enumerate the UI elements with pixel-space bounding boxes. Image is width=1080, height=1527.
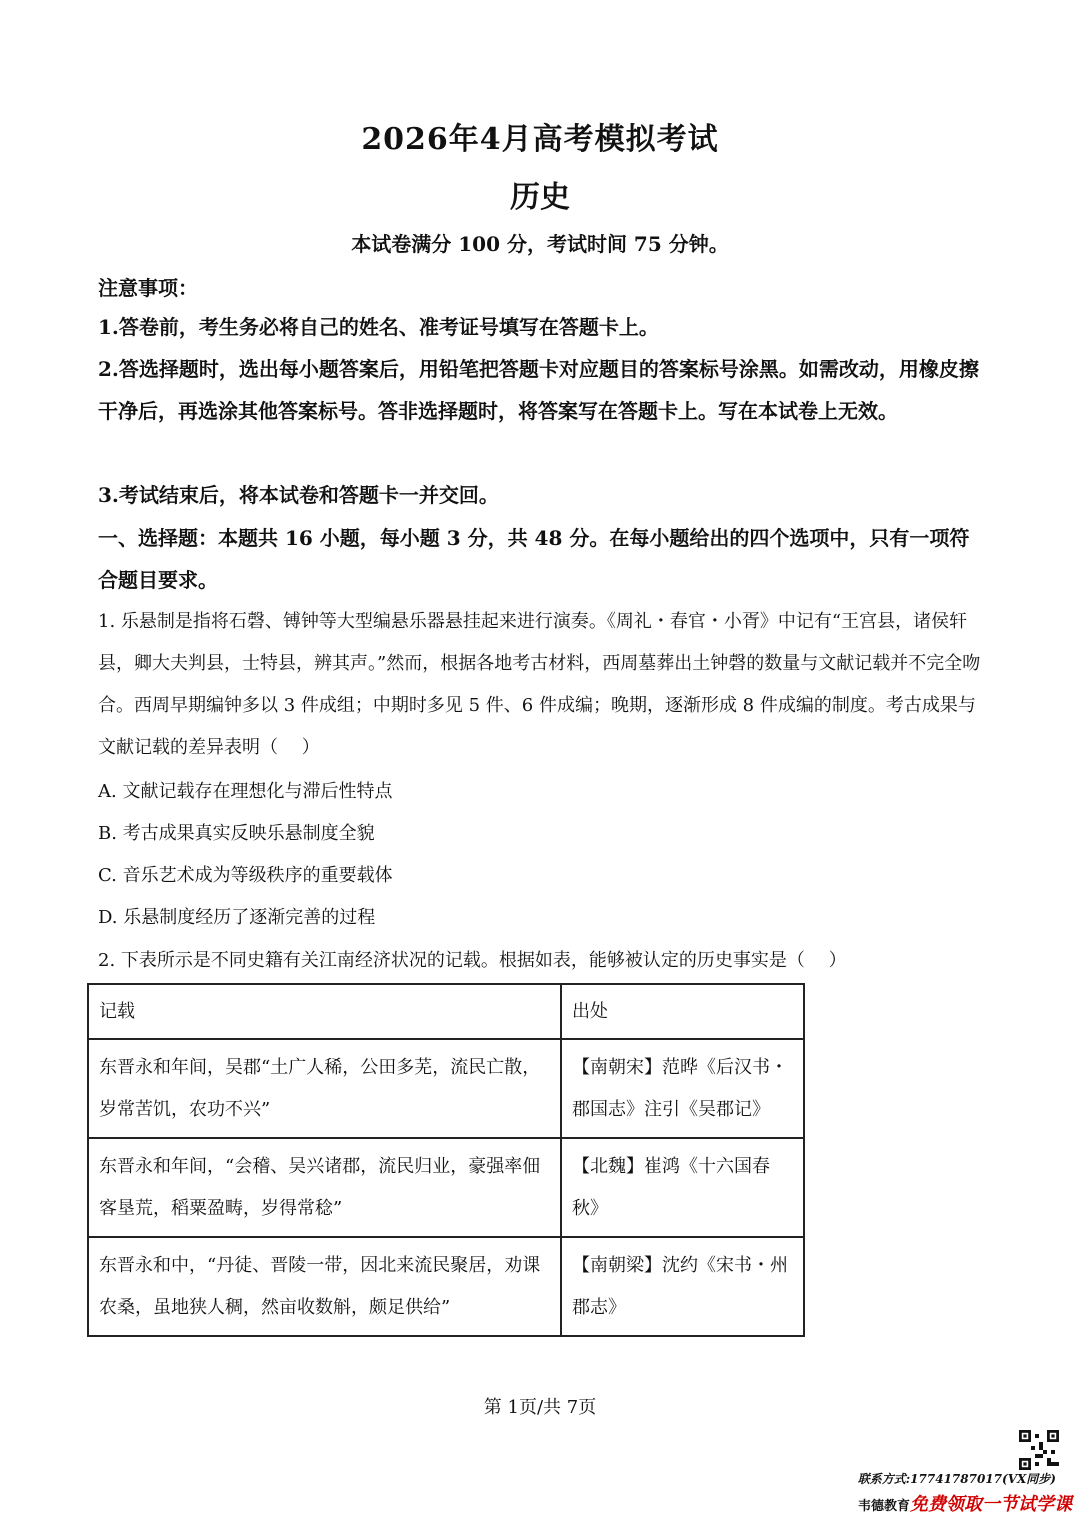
question-1-option-d: D. 乐悬制度经历了逐渐完善的过程 xyxy=(98,907,376,928)
promo-banner xyxy=(858,1490,1072,1516)
table-cell: 东晋永和年间，“会稽、吴兴诸郡，流民归业，豪强率佃客垦荒，稻粟盈畴，岁得常稔” xyxy=(88,1138,561,1237)
notice-heading: 注意事项： xyxy=(98,276,198,300)
table-cell: 东晋永和年间，吴郡“土广人稀，公田多芜，流民亡散，岁常苦饥，农功不兴” xyxy=(88,1039,561,1138)
subject-title: 历史 xyxy=(510,180,570,215)
table-header-row xyxy=(88,984,804,1039)
table-row xyxy=(88,1138,804,1237)
notice-item: 1.答卷前，考生务必将自己的姓名、准考证号填写在答题卡上。 xyxy=(98,315,659,339)
records-table xyxy=(87,983,805,1337)
table-cell: 东晋永和中，“丹徒、晋陵一带，因北来流民聚居，劝课农桑，虽地狭人稠，然亩收数斛，颇足供给” xyxy=(88,1237,561,1336)
promo-highlight: 免费领取一节试学课 xyxy=(910,1494,1072,1515)
table-header-cell: 出处 xyxy=(561,984,804,1039)
contact-info: 联系方式:17741787017(VX同步) xyxy=(857,1472,1056,1486)
question-2-stem: 2. 下表所示是不同史籍有关江南经济状况的记载。根据如表，能够被认定的历史事实是（ ） xyxy=(98,950,847,971)
question-1-option-a: A. 文献记载存在理想化与滞后性特点 xyxy=(98,781,393,802)
notice-item: 3.考试结束后，将本试卷和答题卡一并交回。 xyxy=(98,483,499,507)
question-1-option-b: B. 考古成果真实反映乐悬制度全貌 xyxy=(98,823,375,844)
promo-prefix: 韦德教育 xyxy=(857,1499,910,1514)
table-row xyxy=(88,1237,804,1336)
score-line: 本试卷满分 100 分，考试时间 75 分钟。 xyxy=(351,232,729,256)
qr-code-icon xyxy=(1019,1430,1059,1470)
table-header-cell: 记载 xyxy=(88,984,561,1039)
question-1-option-c: C. 音乐艺术成为等级秩序的重要载体 xyxy=(98,865,393,886)
table-cell: 【南朝宋】范晔《后汉书・郡国志》注引《吴郡记》 xyxy=(561,1039,804,1138)
table-cell: 【北魏】崔鸿《十六国春秋》 xyxy=(561,1138,804,1237)
question-1-stem: 1. 乐悬制是指将石磬、镈钟等大型编悬乐器悬挂起来进行演奏。《周礼・春官・小胥》中记有“王宫县，诸侯轩县，卿大夫判县，士特县，辨其声。”然而，根据各地考古材料，西周墓葬出土钟磬的数量与文献记载并不完全吻合。西周早期编钟多以 3 件成组；中期时多见 5 件、6 件成编；晚期，逐渐形成 8 件成编的制度。考古成果与文献记载的差异表明（ ） xyxy=(98,611,981,758)
exam-title: 2026年4月高考模拟考试 xyxy=(361,122,719,157)
table-cell: 【南朝梁】沈约《宋书・州郡志》 xyxy=(561,1237,804,1336)
notice-item: 2.答选择题时，选出每小题答案后，用铅笔把答题卡对应题目的答案标号涂黑。如需改动，用橡皮擦干净后，再选涂其他答案标号。答非选择题时，将答案写在答题卡上。写在本试卷上无效。 xyxy=(98,357,979,423)
section-heading: 一、选择题：本题共 16 小题，每小题 3 分，共 48 分。在每小题给出的四个选项中，只有一项符合题目要求。 xyxy=(98,526,970,592)
page-number: 第 1页/共 7页 xyxy=(483,1397,597,1418)
table-row xyxy=(88,1039,804,1138)
